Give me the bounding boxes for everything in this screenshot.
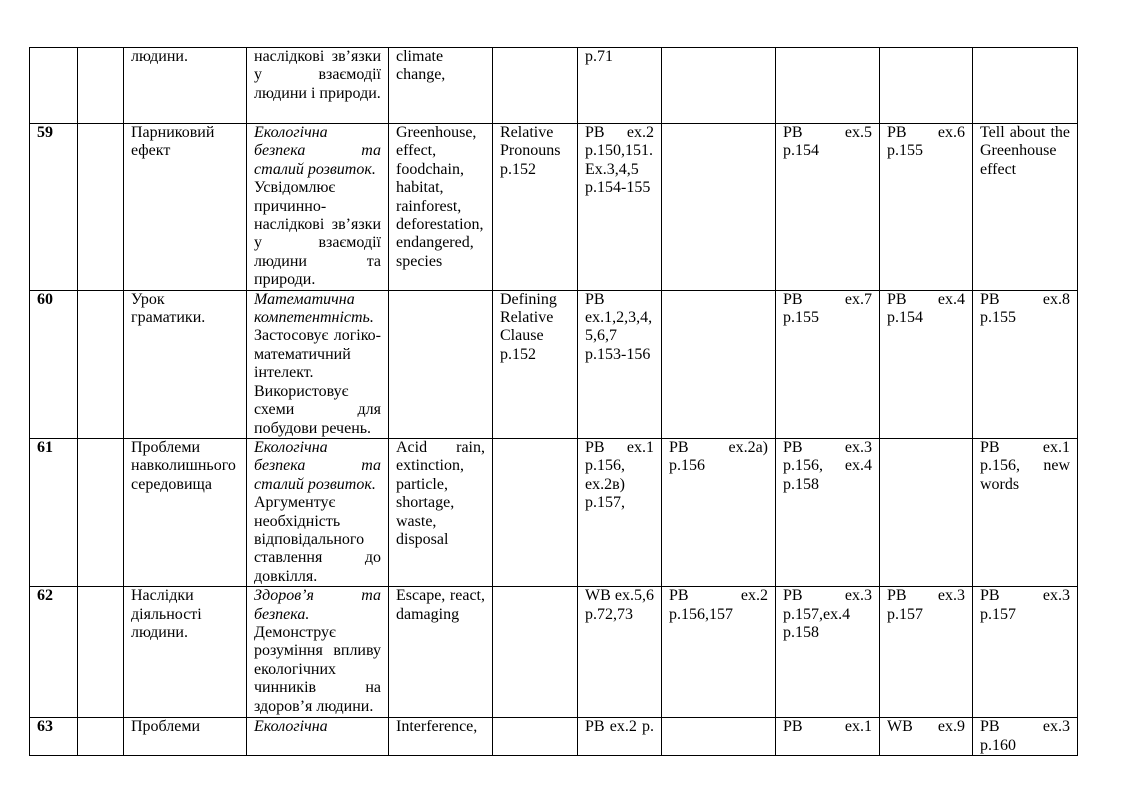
row-60-writing: PB ex.4 p.154 bbox=[880, 290, 973, 438]
row-62-competence-area: Здоров’я та безпека. bbox=[254, 587, 381, 623]
row-61-col2 bbox=[78, 438, 124, 586]
row-continued-number bbox=[30, 48, 78, 124]
row-61-homework: PB ex.1 p.156, new words bbox=[973, 438, 1078, 586]
row-63-competence-area: Екологічна bbox=[254, 718, 328, 736]
row-62-vocabulary: Escape, react, damaging bbox=[389, 587, 493, 718]
row-61-competence bbox=[247, 438, 389, 586]
row-63-topic: Проблеми bbox=[124, 718, 247, 756]
row-61-outcome: Аргументує необхідність відповідального ставлення до довкілля. bbox=[254, 494, 381, 585]
row-59-col2 bbox=[78, 124, 124, 291]
row-63-writing: WB ex.9 bbox=[880, 718, 973, 756]
row-61-topic: Проблеми навколишнього середовища bbox=[124, 438, 247, 586]
row-63-grammar bbox=[493, 718, 578, 756]
row-61-writing bbox=[880, 438, 973, 586]
row-60-vocabulary bbox=[389, 290, 493, 438]
row-60-grammar: Defining Relative Clause p.152 bbox=[493, 290, 578, 438]
row-60-reading: PB ex.1,2,3,4, 5,6,7 p.153-156 bbox=[578, 290, 662, 438]
row-continued-grammar bbox=[493, 48, 578, 124]
row-59-competence bbox=[247, 124, 389, 291]
row-62-outcome: Демонструє розуміння впливу екологічних чинників на здоров’я людини. bbox=[254, 623, 381, 715]
row-59-number: 59 bbox=[30, 124, 78, 291]
row-59-listening bbox=[662, 124, 776, 291]
row-60-outcome: Застосовує логіко-математичний інтелект. Використовує схеми для побудови речень. bbox=[254, 327, 381, 437]
table-row-63 bbox=[30, 718, 1078, 756]
row-continued-speaking bbox=[776, 48, 880, 124]
row-continued-topic: людини. bbox=[124, 48, 247, 124]
row-63-col2 bbox=[78, 718, 124, 756]
row-continued-reading: p.71 bbox=[578, 48, 662, 124]
row-63-homework: PB ex.3 p.160 bbox=[973, 718, 1078, 756]
table-row-60 bbox=[30, 290, 1078, 438]
row-62-topic: Наслідки діяльності людини. bbox=[124, 587, 247, 718]
row-60-competence-area: Математична компетентність. bbox=[254, 290, 374, 327]
row-62-competence bbox=[247, 587, 389, 718]
row-62-number: 62 bbox=[30, 587, 78, 718]
table-row-continued bbox=[30, 48, 1078, 124]
table-row-59 bbox=[30, 124, 1078, 291]
lesson-plan-body bbox=[30, 48, 1078, 756]
row-59-homework: Tell about the Greenhouse effect bbox=[973, 124, 1078, 291]
row-61-number: 61 bbox=[30, 438, 78, 586]
row-62-writing: PB ex.3 p.157 bbox=[880, 587, 973, 718]
row-60-number: 60 bbox=[30, 290, 78, 438]
row-continued-col2 bbox=[78, 48, 124, 124]
row-62-reading: WB ex.5,6 p.72,73 bbox=[578, 587, 662, 718]
row-63-reading: PB ex.2 p. bbox=[578, 718, 662, 756]
row-61-listening: PB ex.2а) p.156 bbox=[662, 438, 776, 586]
table-row-62 bbox=[30, 587, 1078, 718]
row-61-competence-area: Екологічна безпека та сталий розвиток. bbox=[254, 438, 381, 493]
row-63-number: 63 bbox=[30, 718, 78, 756]
row-59-speaking: PB ex.5 p.154 bbox=[776, 124, 880, 291]
row-continued-vocabulary: climate change, bbox=[389, 48, 493, 124]
row-63-speaking: PB ex.1 bbox=[776, 718, 880, 756]
row-62-col2 bbox=[78, 587, 124, 718]
row-63-listening bbox=[662, 718, 776, 756]
row-61-vocabulary: Acid rain, extinction, particle, shortage, waste, disposal bbox=[389, 438, 493, 586]
row-60-listening bbox=[662, 290, 776, 438]
row-60-col2 bbox=[78, 290, 124, 438]
row-60-competence bbox=[247, 290, 389, 438]
row-59-outcome: Усвідомлює причинно-наслідкові зв’язки у взаємодії людини та природи. bbox=[254, 179, 381, 289]
row-59-grammar: Relative Pronouns p.152 bbox=[493, 124, 578, 291]
lesson-plan-table bbox=[29, 47, 1078, 756]
row-62-speaking: PB ex.3 p.157,ex.4 p.158 bbox=[776, 587, 880, 718]
row-59-vocabulary: Greenhouse, effect, foodchain, habitat, rainforest, deforestation, endangered, species bbox=[389, 124, 493, 291]
row-63-competence bbox=[247, 718, 389, 756]
table-row-61 bbox=[30, 438, 1078, 586]
row-62-homework: PB ex.3 p.157 bbox=[973, 587, 1078, 718]
row-63-vocabulary: Interference, bbox=[389, 718, 493, 756]
row-continued-writing bbox=[880, 48, 973, 124]
row-62-listening: PB ex.2 p.156,157 bbox=[662, 587, 776, 718]
row-59-reading: PB ex.2 p.150,151. Ex.3,4,5 p.154-155 bbox=[578, 124, 662, 291]
row-59-topic: Парниковий ефект bbox=[124, 124, 247, 291]
row-continued-listening bbox=[662, 48, 776, 124]
row-continued-outcome: наслідкові зв’язки у взаємодії людини і природи. bbox=[254, 48, 381, 102]
row-59-writing: PB ex.6 p.155 bbox=[880, 124, 973, 291]
row-61-speaking: PB ex.3 p.156, ex.4 p.158 bbox=[776, 438, 880, 586]
row-60-homework: PB ex.8 p.155 bbox=[973, 290, 1078, 438]
row-61-reading: PB ex.1 p.156, ex.2в) p.157, bbox=[578, 438, 662, 586]
row-61-grammar bbox=[493, 438, 578, 586]
row-60-topic: Урок граматики. bbox=[124, 290, 247, 438]
row-60-speaking: PB ex.7 p.155 bbox=[776, 290, 880, 438]
row-continued-homework bbox=[973, 48, 1078, 124]
row-59-competence-area: Екологічна безпека та сталий розвиток. bbox=[254, 124, 381, 178]
row-continued-competence bbox=[247, 48, 389, 124]
row-62-grammar bbox=[493, 587, 578, 718]
